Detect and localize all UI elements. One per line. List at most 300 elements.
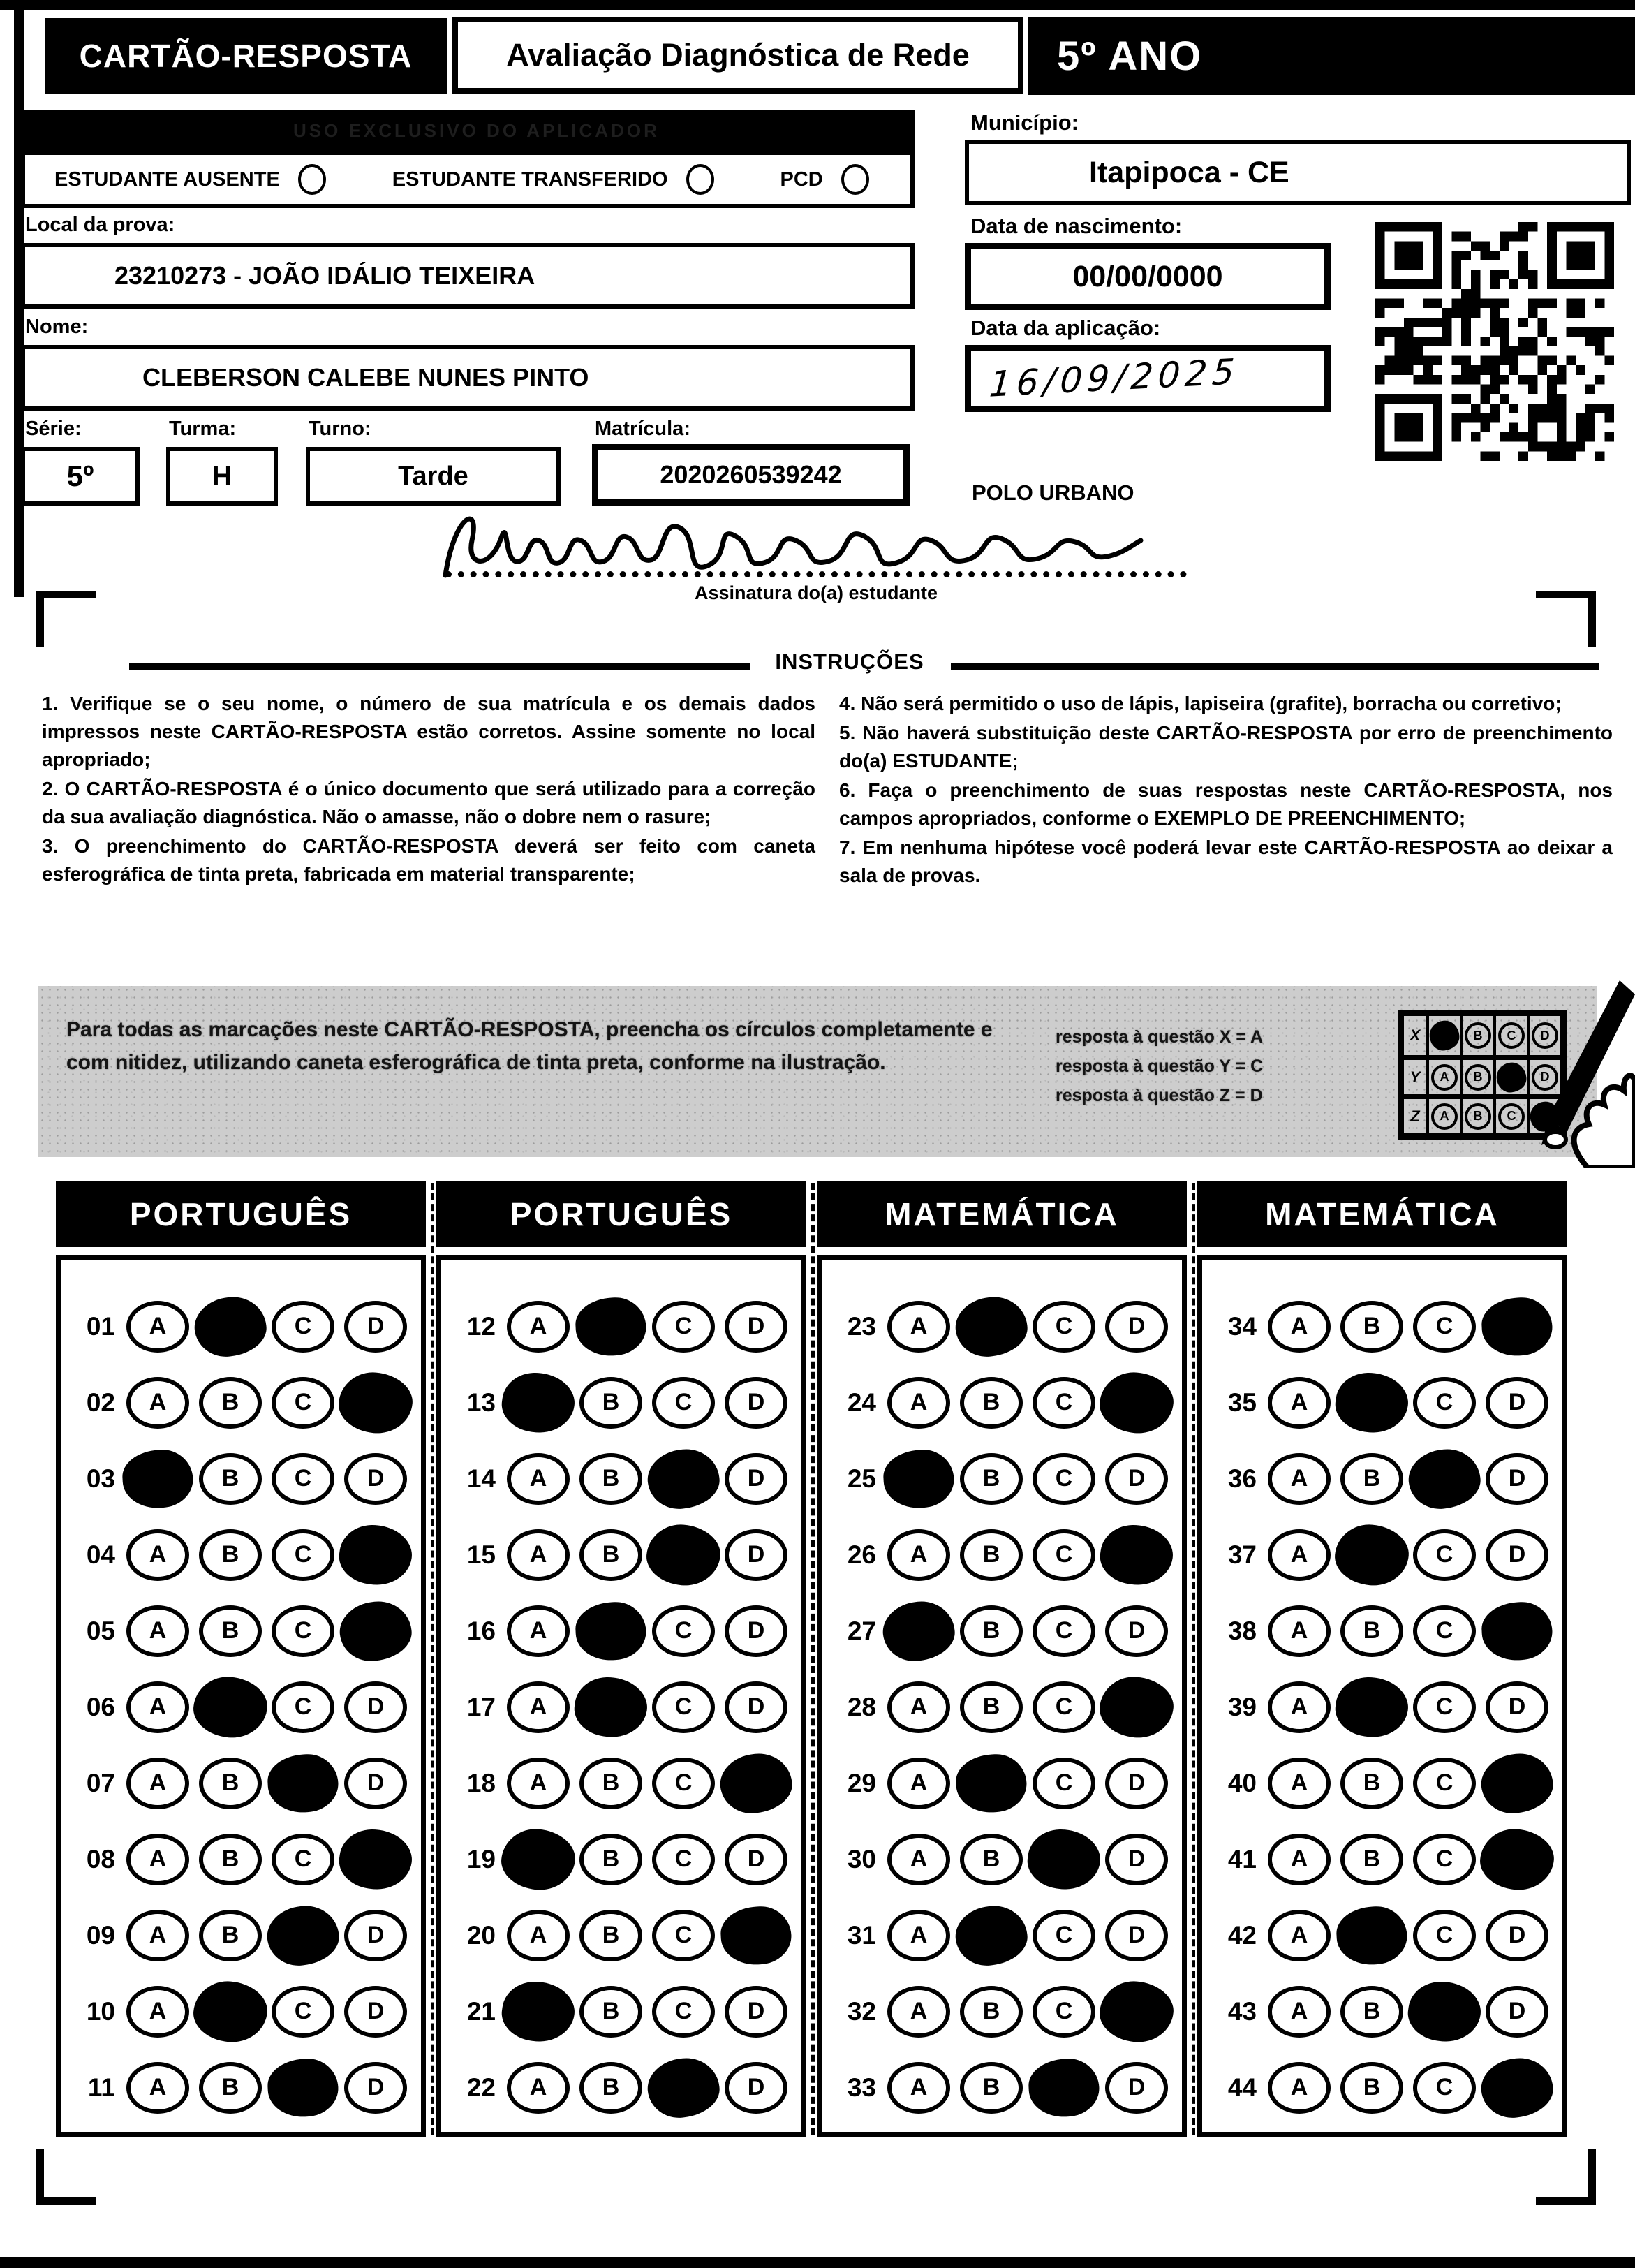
question-number: 17 — [466, 1692, 496, 1721]
bubble-40-C[interactable]: C — [1413, 1758, 1476, 1809]
estudante-transferido-circle[interactable] — [686, 164, 714, 195]
bubble-03-A[interactable] — [121, 1448, 195, 1509]
bubble-12-C[interactable]: C — [652, 1301, 715, 1353]
answer-row-16 — [451, 1593, 801, 1669]
answer-row-25 — [831, 1441, 1182, 1517]
bubble-33-B[interactable]: B — [960, 2062, 1023, 2114]
question-number: 29 — [847, 1768, 876, 1797]
bubble-20-D[interactable] — [720, 1904, 793, 1966]
question-number: 41 — [1227, 1844, 1257, 1873]
example-cell — [1460, 1016, 1493, 1055]
bubble-30-A[interactable]: A — [887, 1834, 950, 1885]
bubble-43-D[interactable]: D — [1486, 1986, 1548, 2038]
answer-column-portugues-2 — [436, 1181, 806, 2137]
bubble-24-D[interactable] — [1097, 1369, 1176, 1436]
answer-row-21 — [451, 1973, 801, 2049]
corner-mark-bottom-left — [36, 2149, 96, 2205]
question-number: 15 — [466, 1540, 496, 1569]
bubble-27-A[interactable] — [880, 1598, 958, 1664]
bubble-19-D[interactable]: D — [725, 1834, 787, 1885]
bubble-25-A[interactable] — [882, 1448, 956, 1509]
bubble-11-D[interactable]: D — [344, 2062, 407, 2114]
column-separator — [1192, 1183, 1195, 2135]
bubble-10-D[interactable]: D — [344, 1986, 407, 2038]
bubble-23-D[interactable]: D — [1105, 1301, 1168, 1353]
bubble-37-A[interactable]: A — [1268, 1529, 1331, 1581]
bubble-41-A[interactable]: A — [1268, 1834, 1331, 1885]
bubble-39-D[interactable]: D — [1486, 1681, 1548, 1733]
bubble-29-A[interactable]: A — [887, 1758, 950, 1809]
question-number: 34 — [1227, 1311, 1257, 1341]
example-cell — [1426, 1060, 1460, 1094]
bubble-24-C[interactable]: C — [1033, 1377, 1095, 1429]
bubble-34-C[interactable]: C — [1413, 1301, 1476, 1353]
bubble-36-B[interactable]: B — [1340, 1453, 1403, 1505]
question-number: 26 — [847, 1540, 876, 1569]
bubble-40-B[interactable]: B — [1340, 1758, 1403, 1809]
instruction-item: 4. Não será permitido o uso de lápis, lapiseira (grafite), borracha ou corretivo; — [839, 693, 1562, 714]
bubble-16-B[interactable] — [575, 1600, 648, 1661]
bubble-06-C[interactable]: C — [272, 1681, 334, 1733]
question-number: 24 — [847, 1387, 876, 1417]
answer-row-23 — [831, 1288, 1182, 1364]
question-number: 05 — [86, 1616, 115, 1645]
instructions-column-right — [839, 690, 1613, 891]
question-number: 35 — [1227, 1387, 1257, 1417]
bubble-02-B[interactable]: B — [199, 1377, 262, 1429]
bubble-20-B[interactable]: B — [579, 1910, 642, 1961]
bubble-38-D[interactable] — [1481, 1600, 1554, 1661]
answer-row-40 — [1212, 1745, 1562, 1821]
example-note: Para todas as marcações neste CARTÃO-RESPOSTA, preencha os círculos completamente e com nitidez, utilizando caneta esferográfica de tinta preta, conforme na ilustração. — [66, 1018, 993, 1074]
question-number: 33 — [847, 2072, 876, 2102]
question-number: 08 — [86, 1844, 115, 1873]
bubble-20-C[interactable]: C — [652, 1910, 715, 1961]
bubble-38-B[interactable]: B — [1340, 1605, 1403, 1657]
answer-row-29 — [831, 1745, 1182, 1821]
answer-column-portugues-1 — [56, 1181, 426, 2137]
bubble-21-B[interactable]: B — [579, 1986, 642, 2038]
question-number: 19 — [466, 1844, 496, 1873]
bubble-12-A[interactable]: A — [507, 1301, 570, 1353]
bubble-04-B[interactable]: B — [199, 1529, 262, 1581]
polo-urbano-label: POLO URBANO — [972, 480, 1134, 505]
bubble-29-B[interactable] — [955, 1752, 1028, 1813]
bubble-30-C[interactable] — [1024, 1825, 1104, 1894]
bubble-34-D[interactable] — [1481, 1295, 1554, 1357]
bubble-17-B[interactable] — [571, 1672, 651, 1742]
example-bubble-X-A — [1428, 1019, 1460, 1052]
answer-grid — [817, 1256, 1187, 2137]
bubble-01-D[interactable]: D — [344, 1301, 407, 1353]
bubble-32-C[interactable]: C — [1033, 1986, 1095, 2038]
example-bubble-Y-A: A — [1431, 1064, 1458, 1091]
instruction-item: 7. Em nenhuma hipótese você poderá levar este CARTÃO-RESPOSTA ao deixar a sala de provas. — [839, 837, 1613, 887]
turno-value: Tarde — [306, 447, 561, 506]
answer-row-01 — [71, 1288, 421, 1364]
bubble-02-D[interactable] — [336, 1369, 415, 1436]
bubble-04-D[interactable] — [336, 1520, 415, 1589]
bubble-03-B[interactable]: B — [199, 1453, 262, 1505]
status-item-pcd — [780, 164, 869, 195]
question-number: 25 — [847, 1464, 876, 1493]
signature-line[interactable] — [445, 571, 1187, 577]
question-number: 36 — [1227, 1464, 1257, 1493]
bubble-44-C[interactable]: C — [1413, 2062, 1476, 2114]
bubble-24-A[interactable]: A — [887, 1377, 950, 1429]
example-row-label: X — [1410, 1026, 1421, 1044]
bubble-04-C[interactable]: C — [272, 1529, 334, 1581]
question-number: 11 — [87, 2072, 115, 2102]
bubble-07-A[interactable]: A — [126, 1758, 189, 1809]
bubble-07-B[interactable]: B — [199, 1758, 262, 1809]
bubble-31-D[interactable]: D — [1105, 1910, 1168, 1961]
example-bubble-X-D: D — [1532, 1022, 1558, 1049]
municipio-value: Itapipoca - CE — [965, 140, 1631, 205]
bubble-14-D[interactable]: D — [725, 1453, 787, 1505]
bubble-27-C[interactable]: C — [1033, 1605, 1095, 1657]
question-number: 32 — [847, 1996, 876, 2026]
bubble-24-B[interactable]: B — [960, 1377, 1023, 1429]
bubble-19-A[interactable] — [499, 1826, 577, 1892]
answer-row-11 — [71, 2049, 421, 2126]
bubble-42-D[interactable]: D — [1486, 1910, 1548, 1961]
bubble-10-A[interactable]: A — [126, 1986, 189, 2038]
serie-value: 5º — [21, 447, 140, 506]
column-separator — [431, 1183, 434, 2135]
answer-row-22 — [451, 2049, 801, 2126]
bubble-30-D[interactable]: D — [1105, 1834, 1168, 1885]
bubble-35-A[interactable]: A — [1268, 1377, 1331, 1429]
answer-grid — [1197, 1256, 1567, 2137]
bubble-38-A[interactable]: A — [1268, 1605, 1331, 1657]
bubble-20-A[interactable]: A — [507, 1910, 570, 1961]
bubble-26-C[interactable]: C — [1033, 1529, 1095, 1581]
bubble-01-A[interactable]: A — [126, 1301, 189, 1353]
bubble-32-B[interactable]: B — [960, 1986, 1023, 2038]
bubble-05-B[interactable]: B — [199, 1605, 262, 1657]
question-number: 21 — [466, 1996, 496, 2026]
matricula-label: Matrícula: — [595, 418, 690, 440]
bubble-23-B[interactable] — [953, 1293, 1030, 1360]
bubble-15-D[interactable]: D — [725, 1529, 787, 1581]
bubble-22-B[interactable]: B — [579, 2062, 642, 2114]
question-number: 04 — [86, 1540, 115, 1569]
data-aplicacao-field[interactable] — [965, 345, 1331, 412]
subject-header: MATEMÁTICA — [817, 1181, 1187, 1247]
bubble-31-C[interactable]: C — [1033, 1910, 1095, 1961]
bubble-32-D[interactable] — [1097, 1978, 1176, 2045]
question-number: 23 — [847, 1311, 876, 1341]
instruction-item: 1. Verifique se o seu nome, o número de sua matrícula e os demais dados impressos neste CARTÃO-RESPOSTA estão corretos. Assine somente no local apropriado; — [42, 693, 815, 771]
bubble-07-C[interactable] — [267, 1752, 340, 1813]
answer-row-24 — [831, 1364, 1182, 1441]
question-number: 20 — [466, 1920, 496, 1950]
bubble-06-B[interactable] — [191, 1674, 269, 1740]
example-legend — [1056, 1022, 1363, 1110]
bubble-17-C[interactable]: C — [652, 1681, 715, 1733]
bubble-04-A[interactable]: A — [126, 1529, 189, 1581]
bubble-11-C[interactable] — [267, 2056, 340, 2118]
bubble-44-B[interactable]: B — [1340, 2062, 1403, 2114]
bubble-21-C[interactable]: C — [652, 1986, 715, 2038]
bubble-37-D[interactable]: D — [1486, 1529, 1548, 1581]
example-bubble-Z-C: C — [1498, 1103, 1525, 1130]
bubble-44-A[interactable]: A — [1268, 2062, 1331, 2114]
bubble-36-C[interactable] — [1406, 1445, 1484, 1512]
instructions-rule-right — [951, 663, 1599, 670]
bubble-05-C[interactable]: C — [272, 1605, 334, 1657]
bubble-39-B[interactable] — [1332, 1672, 1412, 1742]
question-number: 37 — [1227, 1540, 1257, 1569]
bubble-30-B[interactable]: B — [960, 1834, 1023, 1885]
bubble-11-B[interactable]: B — [199, 2062, 262, 2114]
question-number: 22 — [466, 2072, 496, 2102]
bubble-34-B[interactable]: B — [1340, 1301, 1403, 1353]
bubble-19-B[interactable]: B — [579, 1834, 642, 1885]
bubble-09-D[interactable]: D — [344, 1910, 407, 1961]
question-number: 27 — [847, 1616, 876, 1645]
bubble-18-D[interactable] — [718, 1750, 795, 1816]
subject-header: MATEMÁTICA — [1197, 1181, 1567, 1247]
bubble-10-B[interactable] — [191, 1978, 269, 2045]
bubble-33-A[interactable]: A — [887, 2062, 950, 2114]
bubble-09-B[interactable]: B — [199, 1910, 262, 1961]
corner-mark-bottom-right — [1536, 2149, 1596, 2205]
bubble-22-D[interactable]: D — [725, 2062, 787, 2114]
applicator-exclusive-text: USO EXCLUSIVO DO APLICADOR — [293, 119, 660, 141]
bubble-42-B[interactable] — [1336, 1904, 1409, 1966]
bubble-41-D[interactable] — [1478, 1826, 1556, 1892]
question-number: 02 — [86, 1387, 115, 1417]
bubble-11-A[interactable]: A — [126, 2062, 189, 2114]
answer-row-27 — [831, 1593, 1182, 1669]
turma-label: Turma: — [169, 418, 237, 440]
bubble-27-D[interactable]: D — [1105, 1605, 1168, 1657]
bubble-35-C[interactable]: C — [1413, 1377, 1476, 1429]
example-cell — [1426, 1099, 1460, 1133]
bubble-09-A[interactable]: A — [126, 1910, 189, 1961]
bubble-40-A[interactable]: A — [1268, 1758, 1331, 1809]
bubble-02-A[interactable]: A — [126, 1377, 189, 1429]
bubble-18-C[interactable]: C — [652, 1758, 715, 1809]
question-number: 01 — [86, 1311, 115, 1341]
example-bubble-Y-B: B — [1465, 1064, 1491, 1091]
instruction-item: 6. Faça o preenchimento de suas respostas neste CARTÃO-RESPOSTA, nos campos apropriados, conforme o EXEMPLO DE PREENCHIMENTO; — [839, 779, 1613, 830]
example-bubble-Y-D: D — [1532, 1064, 1558, 1091]
bubble-21-D[interactable]: D — [725, 1986, 787, 2038]
bubble-02-C[interactable]: C — [272, 1377, 334, 1429]
bubble-43-A[interactable]: A — [1268, 1986, 1331, 2038]
bubble-23-A[interactable]: A — [887, 1301, 950, 1353]
corner-mark-top-right — [1536, 591, 1596, 647]
bubble-31-A[interactable]: A — [887, 1910, 950, 1961]
bubble-21-A[interactable] — [498, 1977, 578, 2046]
bubble-13-C[interactable]: C — [652, 1377, 715, 1429]
answer-row-14 — [451, 1441, 801, 1517]
data-nascimento-label: Data de nascimento: — [970, 214, 1183, 238]
bubble-13-D[interactable]: D — [725, 1377, 787, 1429]
bubble-18-A[interactable]: A — [507, 1758, 570, 1809]
bubble-26-A[interactable]: A — [887, 1529, 950, 1581]
matricula-value: 2020260539242 — [592, 444, 910, 506]
answer-row-15 — [451, 1517, 801, 1593]
instruction-item: 3. O preenchimento do CARTÃO-RESPOSTA deverá ser feito com caneta esferográfica de tinta preta, fabricada em material transparente; — [42, 835, 815, 885]
bubble-37-B[interactable] — [1333, 1522, 1411, 1588]
example-bubble-X-C: C — [1498, 1022, 1525, 1049]
turno-label: Turno: — [309, 418, 371, 440]
question-number: 42 — [1227, 1920, 1257, 1950]
bubble-33-C[interactable] — [1028, 2056, 1101, 2118]
bubble-05-A[interactable]: A — [126, 1605, 189, 1657]
bubble-28-C[interactable]: C — [1033, 1681, 1095, 1733]
bubble-16-C[interactable]: C — [652, 1605, 715, 1657]
bubble-06-D[interactable]: D — [344, 1681, 407, 1733]
example-cell — [1460, 1060, 1493, 1094]
bubble-15-B[interactable]: B — [579, 1529, 642, 1581]
bubble-15-A[interactable]: A — [507, 1529, 570, 1581]
bubble-07-D[interactable]: D — [344, 1758, 407, 1809]
bubble-05-D[interactable] — [337, 1598, 415, 1664]
bubble-17-D[interactable]: D — [725, 1681, 787, 1733]
bubble-41-B[interactable]: B — [1340, 1834, 1403, 1885]
bubble-18-B[interactable]: B — [579, 1758, 642, 1809]
bubble-06-A[interactable]: A — [126, 1681, 189, 1733]
answer-row-13 — [451, 1364, 801, 1441]
question-number: 28 — [847, 1692, 876, 1721]
answer-row-10 — [71, 1973, 421, 2049]
bubble-35-D[interactable]: D — [1486, 1377, 1548, 1429]
qr-code — [1375, 222, 1614, 461]
bubble-25-B[interactable]: B — [960, 1453, 1023, 1505]
bubble-22-C[interactable] — [645, 2054, 723, 2121]
bubble-13-B[interactable]: B — [579, 1377, 642, 1429]
bubble-13-A[interactable] — [498, 1368, 578, 1437]
bubble-12-B[interactable] — [575, 1295, 648, 1357]
bubble-41-C[interactable]: C — [1413, 1834, 1476, 1885]
bubble-36-D[interactable]: D — [1486, 1453, 1548, 1505]
answer-row-18 — [451, 1745, 801, 1821]
bubble-16-A[interactable]: A — [507, 1605, 570, 1657]
estudante-ausente-circle[interactable] — [298, 164, 326, 195]
instructions-column-left — [42, 690, 815, 890]
example-cell — [1460, 1099, 1493, 1133]
question-number: 13 — [466, 1387, 496, 1417]
bubble-14-A[interactable]: A — [507, 1453, 570, 1505]
bubble-08-D[interactable] — [336, 1825, 415, 1894]
question-number: 43 — [1227, 1996, 1257, 2026]
estudante-transferido-label: ESTUDANTE TRANSFERIDO — [392, 168, 668, 191]
bubble-22-A[interactable]: A — [507, 2062, 570, 2114]
answer-row-03 — [71, 1441, 421, 1517]
bubble-19-C[interactable]: C — [652, 1834, 715, 1885]
bubble-09-C[interactable] — [265, 1902, 342, 1968]
answer-row-26 — [831, 1517, 1182, 1593]
answer-row-42 — [1212, 1897, 1562, 1973]
example-legend-line-x: resposta à questão X = A — [1056, 1027, 1264, 1047]
question-number: 03 — [86, 1464, 115, 1493]
bubble-14-C[interactable] — [645, 1445, 723, 1512]
bubble-39-A[interactable]: A — [1268, 1681, 1331, 1733]
bubble-23-C[interactable]: C — [1033, 1301, 1095, 1353]
turma-value: H — [166, 447, 278, 506]
bubble-01-C[interactable]: C — [272, 1301, 334, 1353]
bubble-43-B[interactable]: B — [1340, 1986, 1403, 2038]
bubble-39-C[interactable]: C — [1413, 1681, 1476, 1733]
bubble-42-A[interactable]: A — [1268, 1910, 1331, 1961]
bubble-01-B[interactable] — [192, 1293, 269, 1360]
answer-row-04 — [71, 1517, 421, 1593]
bubble-16-D[interactable]: D — [725, 1605, 787, 1657]
municipio-label: Município: — [970, 110, 1079, 135]
bubble-40-D[interactable] — [1479, 1750, 1556, 1816]
subject-header: PORTUGUÊS — [436, 1181, 806, 1247]
bubble-44-D[interactable] — [1479, 2054, 1556, 2121]
bubble-36-A[interactable]: A — [1268, 1453, 1331, 1505]
bubble-27-B[interactable]: B — [960, 1605, 1023, 1657]
bubble-33-D[interactable]: D — [1105, 2062, 1168, 2114]
bubble-25-D[interactable]: D — [1105, 1453, 1168, 1505]
answer-grid — [56, 1256, 426, 2137]
bubble-28-A[interactable]: A — [887, 1681, 950, 1733]
bubble-25-C[interactable]: C — [1033, 1453, 1095, 1505]
bubble-26-D[interactable] — [1097, 1520, 1176, 1589]
local-da-prova-value: 23210273 - JOÃO IDÁLIO TEIXEIRA — [21, 243, 915, 309]
bubble-38-C[interactable]: C — [1413, 1605, 1476, 1657]
bubble-35-B[interactable] — [1332, 1368, 1412, 1437]
local-da-prova-label: Local da prova: — [25, 214, 175, 236]
bubble-43-C[interactable] — [1405, 1977, 1484, 2046]
bubble-26-B[interactable]: B — [960, 1529, 1023, 1581]
question-number: 14 — [466, 1464, 496, 1493]
question-number: 07 — [86, 1768, 115, 1797]
bubble-28-B[interactable]: B — [960, 1681, 1023, 1733]
bubble-14-B[interactable]: B — [579, 1453, 642, 1505]
page-top-border — [0, 0, 1635, 10]
bubble-28-D[interactable] — [1097, 1674, 1176, 1740]
instruction-item: 2. O CARTÃO-RESPOSTA é o único documento que será utilizado para a correção da sua avaliação diagnóstica. Não o amasse, não o dobre nem o rasure; — [42, 778, 815, 828]
answer-row-39 — [1212, 1669, 1562, 1745]
bubble-08-B[interactable]: B — [199, 1834, 262, 1885]
bubble-03-C[interactable]: C — [272, 1453, 334, 1505]
answer-row-19 — [451, 1821, 801, 1897]
bubble-08-A[interactable]: A — [126, 1834, 189, 1885]
bubble-29-C[interactable]: C — [1033, 1758, 1095, 1809]
bubble-15-C[interactable] — [644, 1522, 723, 1588]
student-status-box — [21, 151, 915, 208]
question-number: 31 — [847, 1920, 876, 1950]
answer-row-28 — [831, 1669, 1182, 1745]
answer-row-12 — [451, 1288, 801, 1364]
bubble-29-D[interactable]: D — [1105, 1758, 1168, 1809]
bubble-37-C[interactable]: C — [1413, 1529, 1476, 1581]
bubble-34-A[interactable]: A — [1268, 1301, 1331, 1353]
bubble-42-C[interactable]: C — [1413, 1910, 1476, 1961]
example-legend-line-z: resposta à questão Z = D — [1056, 1086, 1263, 1105]
question-number: 39 — [1227, 1692, 1257, 1721]
pcd-circle[interactable] — [841, 164, 869, 195]
bubble-32-A[interactable]: A — [887, 1986, 950, 2038]
bubble-03-D[interactable]: D — [344, 1453, 407, 1505]
bubble-17-A[interactable]: A — [507, 1681, 570, 1733]
bubble-31-B[interactable] — [953, 1902, 1030, 1968]
answer-row-32 — [831, 1973, 1182, 2049]
bubble-08-C[interactable]: C — [272, 1834, 334, 1885]
bubble-10-C[interactable]: C — [272, 1986, 334, 2038]
status-item-transferido — [392, 164, 714, 195]
answer-row-31 — [831, 1897, 1182, 1973]
bubble-12-D[interactable]: D — [725, 1301, 787, 1353]
